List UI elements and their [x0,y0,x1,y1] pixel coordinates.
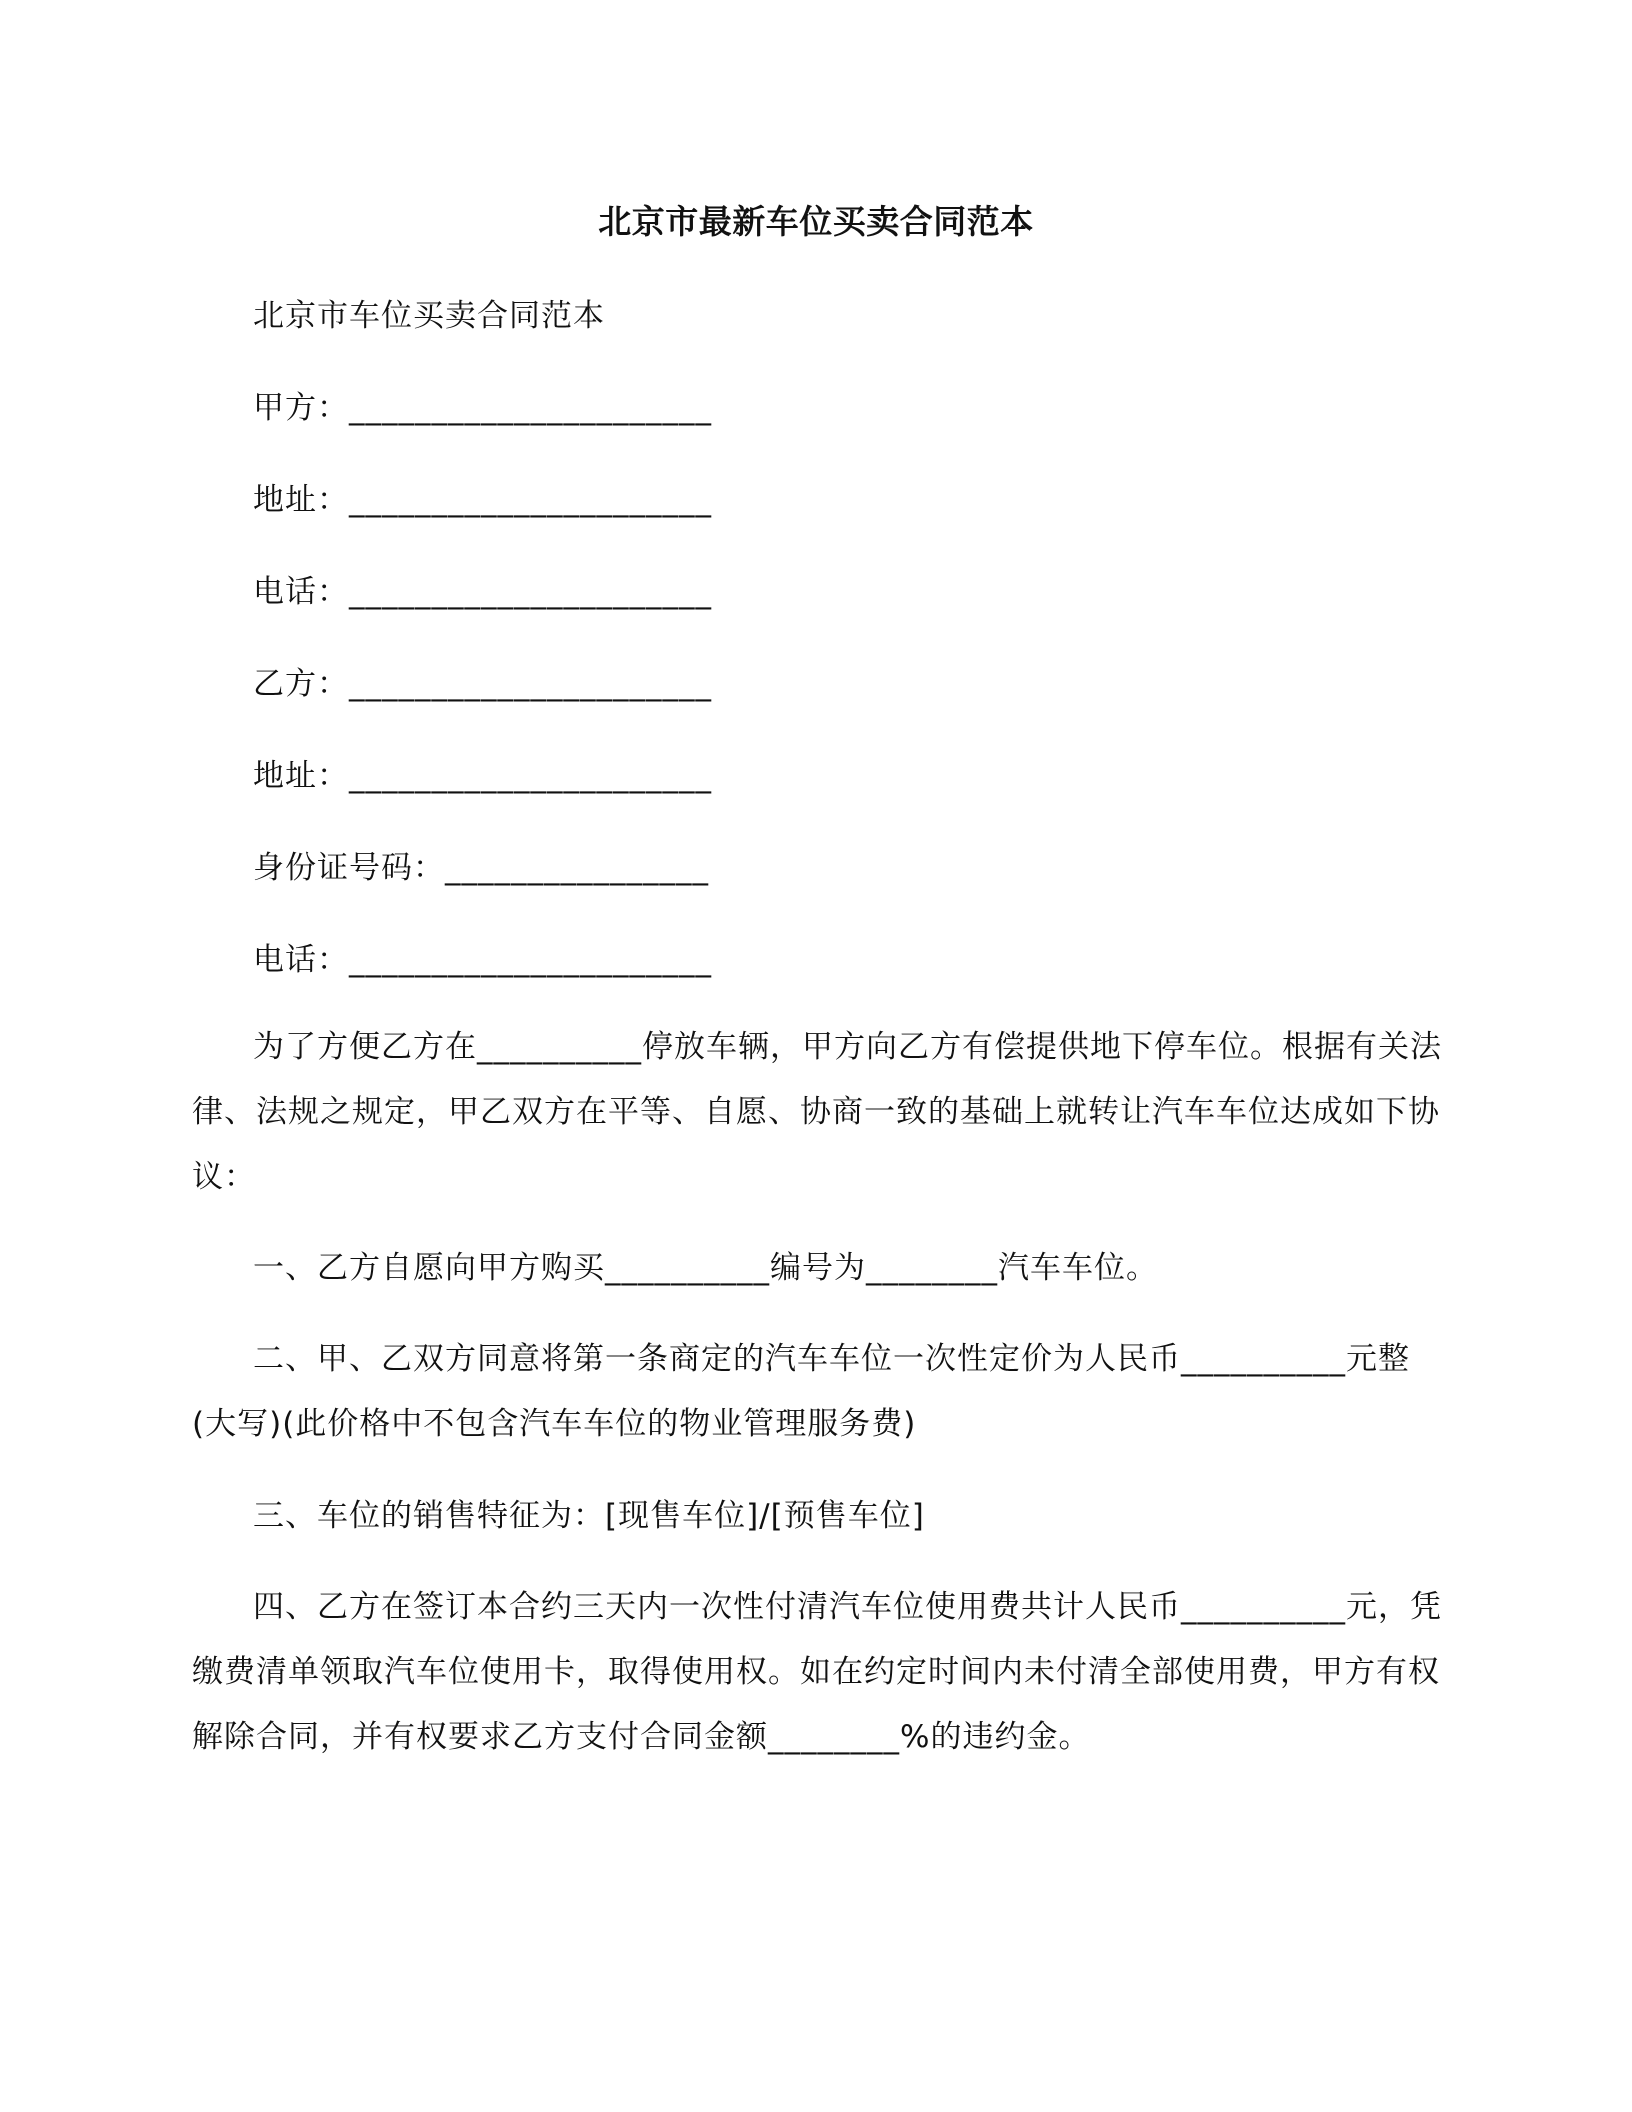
clause-4-text: 四、乙方在签订本合约三天内一次性付清汽车位使用费共计人民币__________元，凭缴费清单领取汽车位使用卡，取得使用权。如在约定时间内未付清全部使用费，甲方有权解除合同，并有权要求乙方支付合同金额________%的违约金。 [192,1589,1442,1755]
party-a-phone-line: 电话：______________________ [253,574,712,610]
party-b-address-line: 地址：______________________ [253,758,712,794]
clause-2-text: 二、甲、乙双方同意将第一条商定的汽车车位一次性定价为人民币__________元整(大写)(此价格中不包含汽车车位的物业管理服务费) [192,1341,1410,1442]
preamble-text: 为了方便乙方在__________停放车辆，甲方向乙方有偿提供地下停车位。根据有关法律、法规之规定，甲乙双方在平等、自愿、协商一致的基础上就转让汽车车位达成如下协议： [192,1029,1442,1195]
clause-3-text: 三、车位的销售特征为：[现售车位]/[预售车位] [253,1498,925,1534]
clause-1-text: 一、乙方自愿向甲方购买__________编号为________汽车车位。 [253,1250,1158,1286]
preamble-paragraph [192,1015,1442,1210]
document-subtitle: 北京市车位买卖合同范本 [253,298,605,334]
party-a-line: 甲方：______________________ [253,390,712,426]
party-b-phone-line: 电话：______________________ [253,942,712,978]
clause-2-paragraph [192,1327,1442,1457]
party-a-address-line: 地址：______________________ [253,482,712,518]
clause-4-paragraph [192,1575,1442,1770]
document-title: 北京市最新车位买卖合同范本 [598,202,1034,241]
party-b-id-line: 身份证号码：________________ [253,850,709,886]
clause-3-paragraph [192,1484,1442,1549]
clause-1-paragraph [192,1236,1442,1301]
party-b-line: 乙方：______________________ [253,666,712,702]
